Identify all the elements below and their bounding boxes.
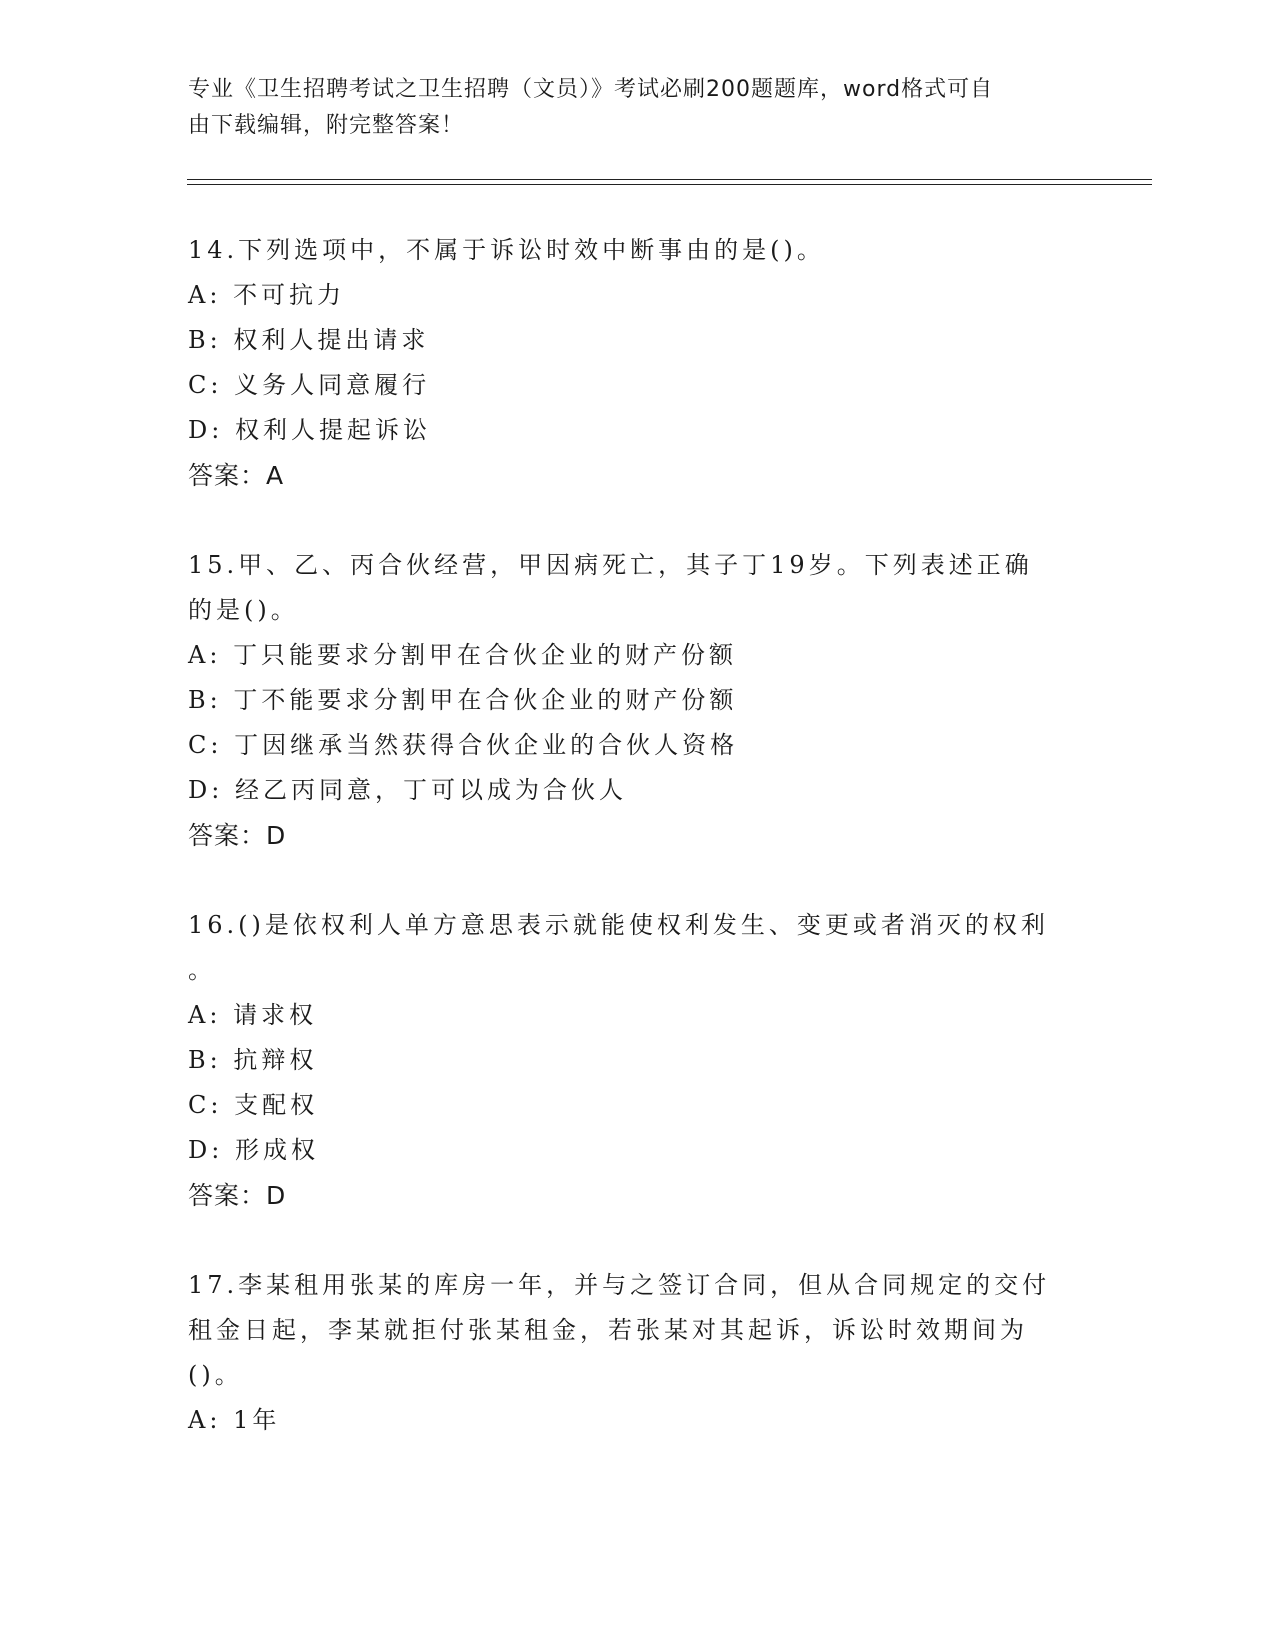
option-label: C: bbox=[188, 731, 223, 759]
option-text: 丁不能要求分割甲在合伙企业的财产份额 bbox=[233, 686, 738, 714]
question-stem-line: 16.()是依权利人单方意思表示就能使权利发生、变更或者消灭的权利 bbox=[188, 911, 1049, 939]
question-list bbox=[188, 228, 1068, 1487]
answer-option bbox=[188, 1083, 1068, 1128]
document-header bbox=[188, 72, 1068, 144]
header-divider-top bbox=[187, 179, 1152, 180]
question-block bbox=[188, 543, 1068, 859]
option-label: A: bbox=[188, 281, 222, 309]
option-label: C: bbox=[188, 1091, 223, 1119]
question-stem-line: ()。 bbox=[188, 1361, 243, 1389]
option-text: 义务人同意履行 bbox=[234, 371, 431, 399]
header-line-1: 专业《卫生招聘考试之卫生招聘（文员）》考试必刷200题题库，word格式可自 bbox=[188, 77, 994, 102]
answer-option bbox=[188, 1038, 1068, 1083]
option-text: 不可抗力 bbox=[233, 281, 346, 309]
answer-key: 答案：D bbox=[188, 821, 287, 850]
header-divider-bottom bbox=[187, 184, 1152, 185]
answer-option bbox=[188, 273, 1068, 318]
answer-option bbox=[188, 318, 1068, 363]
option-text: 形成权 bbox=[234, 1136, 319, 1164]
option-text: 权利人提出请求 bbox=[233, 326, 430, 354]
header-line-2: 由下载编辑，附完整答案！ bbox=[188, 113, 465, 138]
question-stem-line: 15.甲、乙、丙合伙经营，甲因病死亡，其子丁19岁。下列表述正确 bbox=[188, 551, 1033, 579]
question-block bbox=[188, 903, 1068, 1219]
option-text: 丁因继承当然获得合伙企业的合伙人资格 bbox=[234, 731, 739, 759]
option-label: C: bbox=[188, 371, 223, 399]
answer-option bbox=[188, 678, 1068, 723]
option-text: 权利人提起诉讼 bbox=[234, 416, 431, 444]
question-stem-line: 的是()。 bbox=[188, 596, 299, 624]
question-stem-line: 。 bbox=[188, 956, 216, 984]
question-stem-line: 14.下列选项中，不属于诉讼时效中断事由的是()。 bbox=[188, 236, 825, 264]
option-label: D: bbox=[188, 416, 224, 444]
question-block bbox=[188, 1263, 1068, 1443]
option-label: A: bbox=[188, 1406, 222, 1434]
option-text: 1年 bbox=[233, 1406, 281, 1434]
option-label: B: bbox=[188, 326, 222, 354]
answer-option bbox=[188, 363, 1068, 408]
question-block bbox=[188, 228, 1068, 499]
question-stem-line: 租金日起，李某就拒付张某租金，若张某对其起诉，诉讼时效期间为 bbox=[188, 1316, 1028, 1344]
answer-option bbox=[188, 993, 1068, 1038]
option-text: 抗辩权 bbox=[233, 1046, 318, 1074]
answer-option bbox=[188, 723, 1068, 768]
option-label: D: bbox=[188, 1136, 224, 1164]
option-label: B: bbox=[188, 1046, 222, 1074]
option-label: D: bbox=[188, 776, 224, 804]
answer-option bbox=[188, 408, 1068, 453]
answer-key: 答案：D bbox=[188, 1181, 287, 1210]
question-stem-line: 17.李某租用张某的库房一年，并与之签订合同，但从合同规定的交付 bbox=[188, 1271, 1051, 1299]
option-label: A: bbox=[188, 1001, 222, 1029]
option-text: 请求权 bbox=[233, 1001, 318, 1029]
option-label: B: bbox=[188, 686, 222, 714]
answer-option bbox=[188, 1398, 1068, 1443]
option-text: 经乙丙同意，丁可以成为合伙人 bbox=[234, 776, 627, 804]
answer-option bbox=[188, 1128, 1068, 1173]
option-label: A: bbox=[188, 641, 222, 669]
option-text: 丁只能要求分割甲在合伙企业的财产份额 bbox=[233, 641, 738, 669]
answer-option bbox=[188, 768, 1068, 813]
option-text: 支配权 bbox=[234, 1091, 319, 1119]
answer-option bbox=[188, 633, 1068, 678]
answer-key: 答案：A bbox=[188, 461, 285, 490]
